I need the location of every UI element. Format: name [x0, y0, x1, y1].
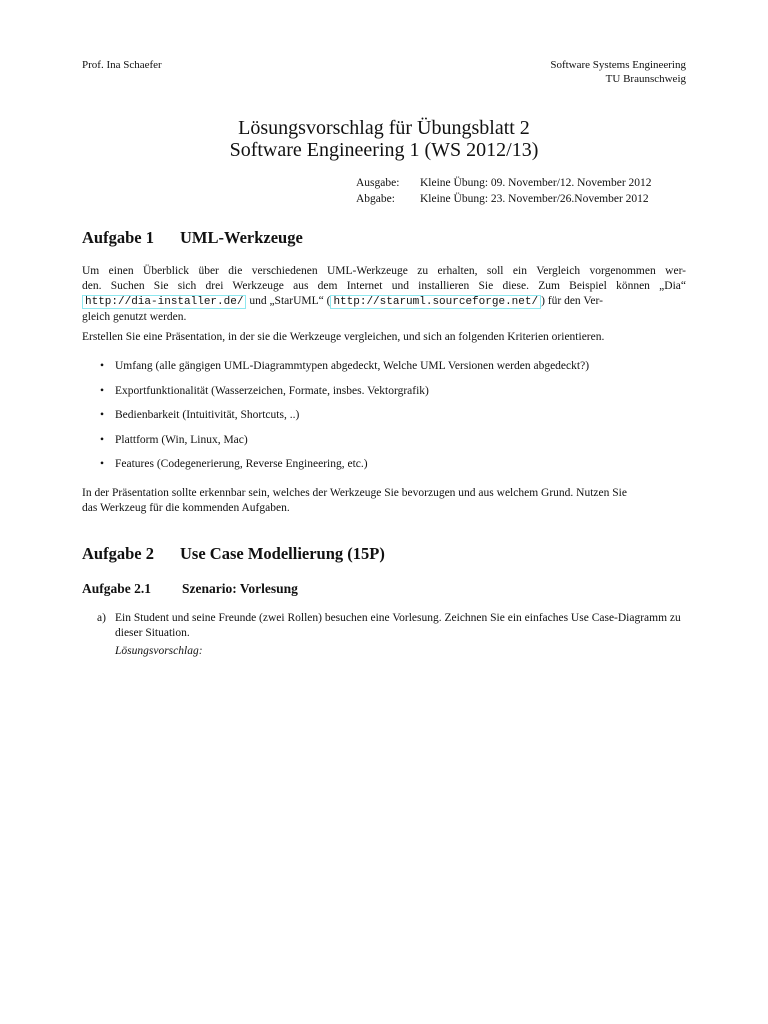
task2-1-number: Aufgabe 2.1 — [82, 581, 152, 596]
task2-number: Aufgabe 2 — [82, 544, 154, 563]
title-line-2: Software Engineering 1 (WS 2012/13) — [229, 139, 539, 161]
bullet-icon: • — [100, 409, 105, 421]
list-item — [100, 359, 589, 384]
abgabe-row — [356, 191, 652, 207]
list-item — [100, 457, 589, 482]
task1-p1-line1: Um einen Überblick über die verschiedenen UML-Werkzeuge zu erhalten, soll ein Vergleich vorgenommen wer- — [82, 265, 686, 277]
criteria-text: Umfang (alle gängigen UML-Diagrammtypen abgedeckt, Welche UML Versionen werden abgedeckt?) — [115, 360, 590, 372]
title-line-1: Lösungsvorschlag für Übungsblatt 2 — [238, 117, 530, 139]
task1-p3-line2: das Werkzeug für die kommenden Aufgaben. — [82, 502, 290, 514]
task1-p1-line3-mid: und „StarUML“ ( — [246, 295, 331, 307]
task2-heading — [82, 544, 385, 564]
bullet-icon: • — [100, 458, 105, 470]
criteria-text: Features (Codegenerierung, Reverse Engineering, etc.) — [115, 458, 368, 470]
task1-p1-line2: den. Suchen Sie sich drei Werkzeuge aus dem Internet und installieren Sie diese. Zum Beispiel können „Dia“ — [82, 280, 686, 292]
header-university: TU Braunschweig — [605, 73, 686, 85]
task1-p1-line4: gleich genutzt werden. — [82, 311, 187, 323]
dates-block — [356, 175, 652, 207]
bullet-icon: • — [100, 433, 105, 446]
task1-p1-line3-end: ) für den Ver- — [541, 295, 603, 307]
task1-title: UML-Werkzeuge — [180, 228, 303, 247]
list-item — [100, 433, 589, 458]
task2-title: Use Case Modellierung (15P) — [180, 544, 385, 563]
header-affiliation — [550, 58, 686, 86]
task1-heading — [82, 228, 303, 248]
bullet-icon: • — [100, 384, 105, 397]
task1-intro-paragraph — [82, 264, 686, 325]
task1-p1-line3 — [82, 294, 686, 310]
task1-conclusion-paragraph — [82, 486, 686, 516]
header-author: Prof. Ina Schaefer — [82, 59, 162, 71]
ausgabe-value: Kleine Übung: 09. November/12. November 2012 — [420, 177, 652, 189]
abgabe-label: Abgabe: — [356, 193, 395, 205]
criteria-text: Exportfunktionalität (Wasserzeichen, Formate, insbes. Vektorgrafik) — [115, 384, 429, 397]
task2-1-heading — [82, 581, 298, 597]
task2-1-item-a — [97, 611, 686, 641]
list-item — [100, 384, 589, 409]
ausgabe-label: Ausgabe: — [356, 177, 400, 189]
ausgabe-row — [356, 175, 652, 191]
criteria-text: Bedienbarkeit (Intuitivität, Shortcuts, ..) — [115, 409, 300, 421]
task1-p3-line1: In der Präsentation sollte erkennbar sein, welches der Werkzeuge Sie bevorzugen und aus welchem Grund. Nutzen Sie — [82, 487, 627, 499]
dia-link[interactable]: http://dia-installer.de/ — [82, 295, 246, 309]
document-title — [0, 117, 768, 161]
header-department: Software Systems Engineering — [550, 59, 686, 71]
abgabe-value: Kleine Übung: 23. November/26.November 2012 — [420, 193, 649, 205]
item-a-marker: a) — [97, 612, 106, 624]
staruml-link[interactable]: http://staruml.sourceforge.net/ — [330, 295, 541, 309]
criteria-list — [100, 359, 589, 482]
solution-label: Lösungsvorschlag: — [115, 645, 203, 657]
task1-number: Aufgabe 1 — [82, 228, 154, 247]
bullet-icon: • — [100, 360, 105, 372]
task2-1-title: Szenario: Vorlesung — [182, 581, 298, 596]
task1-p2: Erstellen Sie eine Präsentation, in der sie die Werkzeuge vergleichen, und sich an folgenden Kriterien orientieren. — [82, 331, 605, 343]
item-a-text: Ein Student und seine Freunde (zwei Rollen) besuchen eine Vorlesung. Zeichnen Sie ein einfaches Use Case-Diagramm zu dieser Situation. — [115, 612, 681, 639]
criteria-text: Plattform (Win, Linux, Mac) — [115, 433, 248, 446]
list-item — [100, 408, 589, 433]
